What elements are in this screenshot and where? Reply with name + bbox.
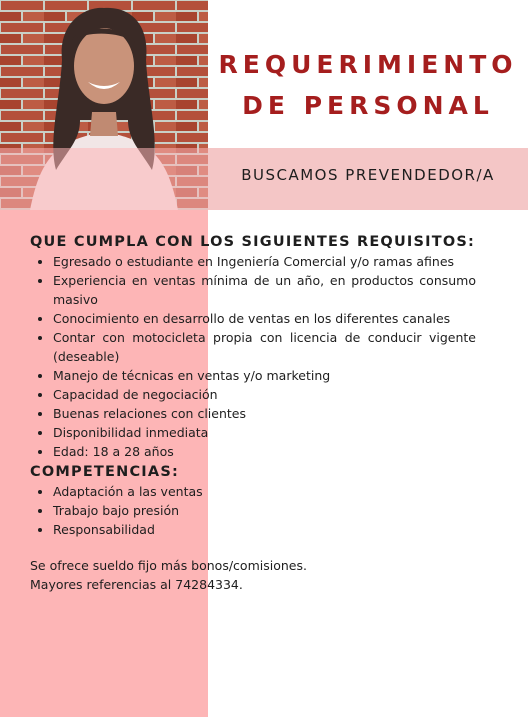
title-line-1: REQUERIMIENTO (218, 50, 518, 79)
requirements-heading: QUE CUMPLA CON LOS SIGUIENTES REQUISITOS: (30, 234, 476, 250)
list-item: • Responsabilidad (53, 520, 476, 539)
competencies-list (30, 482, 476, 539)
photo-pink-overlay (0, 148, 208, 210)
list-item: • Conocimiento en desarrollo de ventas en los diferentes canales (53, 309, 476, 328)
competencies-heading: COMPETENCIAS: (30, 464, 179, 480)
list-item: • Egresado o estudiante en Ingeniería Comercial y/o ramas afines (53, 252, 476, 271)
list-item: • Buenas relaciones con clientes (53, 404, 476, 423)
offer-text (30, 556, 476, 594)
title-line-2: DE PERSONAL (242, 91, 494, 120)
main-content (30, 232, 476, 594)
list-item: • Trabajo bajo presión (53, 501, 476, 520)
list-item: • Manejo de técnicas en ventas y/o marketing (53, 366, 476, 385)
list-item: • Adaptación a las ventas (53, 482, 476, 501)
offer-line-salary: Se ofrece sueldo fijo más bonos/comisiones. (30, 558, 307, 573)
offer-line-contact: Mayores referencias al 74284334. (30, 577, 243, 592)
list-item: • Capacidad de negociación (53, 385, 476, 404)
list-item: • Edad: 18 a 28 años (53, 442, 476, 461)
subtitle: BUSCAMOS PREVENDEDOR/A (241, 166, 495, 184)
list-item: • Contar con motocicleta propia con licencia de conducir vigente (deseable) (53, 328, 476, 366)
list-item: • Disponibilidad inmediata (53, 423, 476, 442)
hero-photo (0, 0, 208, 210)
requirements-list (30, 252, 476, 461)
list-item: • Experiencia en ventas mínima de un año, en productos consumo masivo (53, 271, 476, 309)
